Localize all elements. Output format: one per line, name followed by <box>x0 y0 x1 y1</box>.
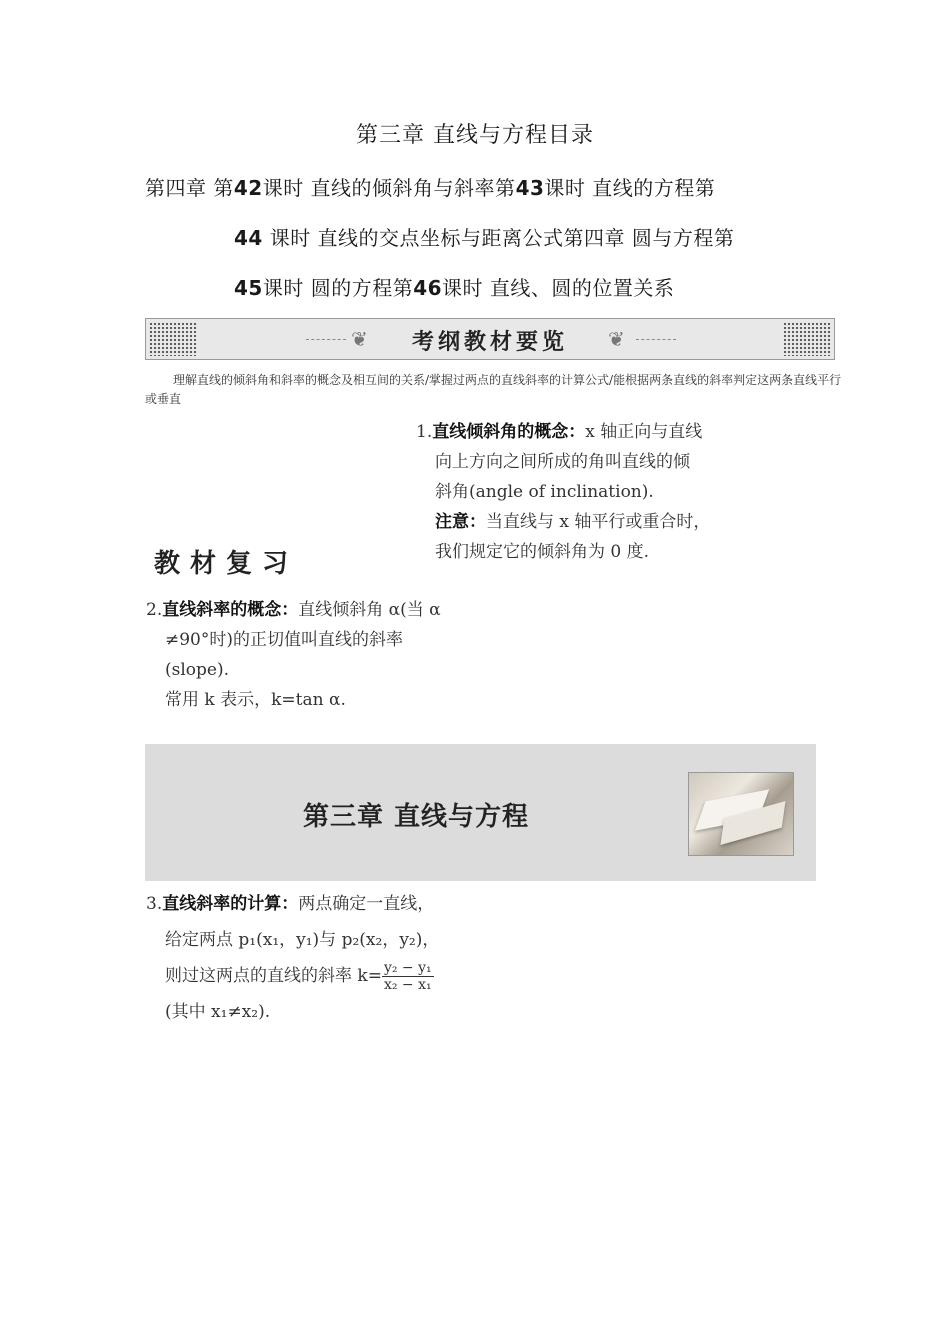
note-text: 我们规定它的倾斜角为 0 度. <box>435 542 650 562</box>
toc-line-1 <box>145 172 715 201</box>
ornament-icon: ❦ <box>351 327 368 351</box>
syllabus-intro: 理解直线的倾斜角和斜率的概念及相互间的关系/掌握过两点的直线斜率的计算公式/能根据两条直线的斜率判定这两条直线平行或垂直 <box>145 373 842 406</box>
toc-lesson-number: 42 <box>233 176 263 200</box>
item-text: 给定两点 p₁(x₁，y₁)与 p₂(x₂，y₂)， <box>165 930 440 950</box>
toc-text: 第四章 第 <box>145 176 234 200</box>
fraction-numerator: y₂ − y₁ <box>383 960 432 976</box>
toc-lesson-number: 43 <box>515 176 545 200</box>
item-text: 常用 k 表示，k=tan α. <box>165 690 346 710</box>
item-number: 3. <box>146 894 163 914</box>
item-heading: 直线斜率的计算： <box>162 894 299 914</box>
item-text: (slope). <box>165 660 230 680</box>
item-text: 则过这两点的直线的斜率 k= <box>165 966 382 986</box>
toc-line-2 <box>234 222 734 251</box>
toc-lesson-number: 46 <box>413 276 443 300</box>
section-heading-review: 教材复习 <box>154 549 299 579</box>
item-text: 直线倾斜角 α(当 α <box>298 600 441 620</box>
toc-text: 课时 直线的交点坐标与距离公式第四章 圆与方程第 <box>269 226 735 250</box>
concept-slope <box>146 595 506 715</box>
chapter-header <box>145 744 816 881</box>
item-number: 2. <box>146 600 163 620</box>
concept-inclination-angle <box>416 417 776 567</box>
open-book-image <box>688 772 794 856</box>
toc-text: 课时 直线的倾斜角与斜率第 <box>262 176 516 200</box>
note-heading: 注意： <box>435 512 486 532</box>
item-text: 斜角(angle of inclination). <box>435 482 654 502</box>
toc-lesson-number: 45 <box>234 276 263 300</box>
item-text: x 轴正向与直线 <box>585 422 703 442</box>
item-heading: 直线倾斜角的概念： <box>432 422 586 442</box>
item-text: ≠90°时)的正切值叫直线的斜率 <box>165 630 404 650</box>
item-text: (其中 x₁≠x₂). <box>165 1002 271 1022</box>
fraction-denominator: x₂ − x₁ <box>383 977 432 993</box>
item-text: 两点确定一直线， <box>298 894 435 914</box>
ornament-icon: ❦ <box>608 327 625 351</box>
toc-text: 课时 直线的方程第 <box>544 176 716 200</box>
item-number: 1. <box>416 422 433 442</box>
page-title: 第三章 直线与方程目录 <box>356 123 594 148</box>
toc-text: 课时 圆的方程第 <box>262 276 414 300</box>
toc-line-3 <box>234 272 674 301</box>
toc-text: 课时 直线、圆的位置关系 <box>442 276 675 300</box>
item-text: 向上方向之间所成的角叫直线的倾 <box>435 452 690 472</box>
toc-lesson-number: 44 <box>234 226 263 250</box>
concept-slope-calculation <box>146 886 526 1030</box>
slope-formula-fraction <box>382 960 434 993</box>
banner-title: 考纲教材要览 <box>411 330 568 355</box>
note-text: 当直线与 x 轴平行或重合时， <box>486 512 711 532</box>
section-banner <box>145 318 835 360</box>
item-heading: 直线斜率的概念： <box>162 600 299 620</box>
chapter-title: 第三章 直线与方程 <box>303 802 530 832</box>
